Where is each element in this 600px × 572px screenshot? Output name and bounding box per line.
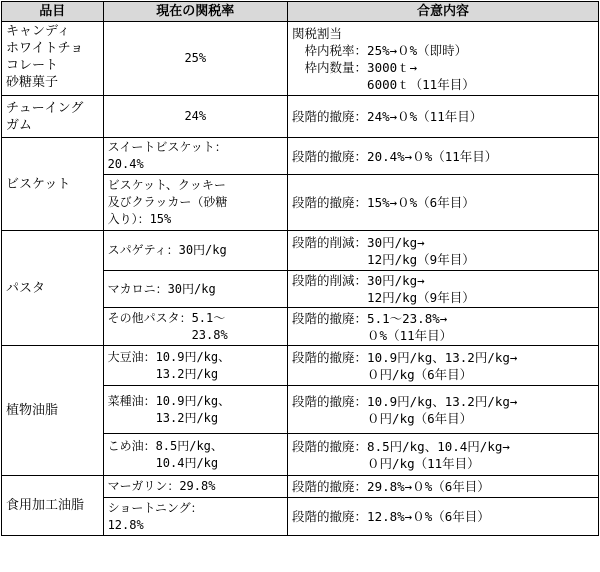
rate-pasta-2: マカロニ：30円/kg <box>103 271 287 308</box>
agreement-processed-fat-2: 段階的撤廃：12.8%→０%（6年目） <box>288 498 599 536</box>
agreement-processed-fat-1: 段階的撤廃：29.8%→０%（6年目） <box>288 476 599 498</box>
agreement-vegoil-1: 段階的撤廃：10.9円/kg、13.2円/kg→ ０円/kg（6年目） <box>288 346 599 386</box>
rate-processed-fat-2: ショートニング： 12.8% <box>103 498 287 536</box>
rate-candy: 25% <box>103 22 287 96</box>
agreement-candy: 関税割当 枠内税率：25%→０%（即時） 枠内数量：3000ｔ→ 6000ｔ（11年目） <box>288 22 599 96</box>
rate-vegoil-3: こめ油：8.5円/kg、 10.4円/kg <box>103 434 287 476</box>
item-pasta: パスタ <box>2 231 104 346</box>
tariff-agreement-table <box>1 1 599 536</box>
row-pasta-1 <box>2 231 599 271</box>
item-gum: チューイング ガム <box>2 96 104 138</box>
agreement-pasta-1: 段階的削減：30円/kg→ 12円/kg（9年目） <box>288 231 599 271</box>
rate-biscuit-2: ビスケット、クッキー 及びクラッカー（砂糖 入り）：15% <box>103 175 287 231</box>
agreement-vegoil-2: 段階的撤廃：10.9円/kg、13.2円/kg→ ０円/kg（6年目） <box>288 386 599 434</box>
agreement-biscuit-1: 段階的撤廃：20.4%→０%（11年目） <box>288 138 599 175</box>
rate-biscuit-1: スイートビスケット： 20.4% <box>103 138 287 175</box>
item-processed-fat: 食用加工油脂 <box>2 476 104 536</box>
agreement-pasta-2: 段階的削減：30円/kg→ 12円/kg（9年目） <box>288 271 599 308</box>
rate-pasta-1: スパゲティ：30円/kg <box>103 231 287 271</box>
header-row <box>2 2 599 22</box>
row-processed-fat-1 <box>2 476 599 498</box>
header-agreement: 合意内容 <box>288 2 599 22</box>
item-candy: キャンディ ホワイトチョ コレート 砂糖菓子 <box>2 22 104 96</box>
row-biscuit-1 <box>2 138 599 175</box>
header-item: 品目 <box>2 2 104 22</box>
agreement-pasta-3: 段階的撤廃：5.1～23.8%→ ０%（11年目） <box>288 308 599 346</box>
item-vegoil: 植物油脂 <box>2 346 104 476</box>
rate-pasta-3: その他パスタ：5.1～ 23.8% <box>103 308 287 346</box>
row-vegoil-1 <box>2 346 599 386</box>
agreement-gum: 段階的撤廃：24%→０%（11年目） <box>288 96 599 138</box>
rate-vegoil-1: 大豆油：10.9円/kg、 13.2円/kg <box>103 346 287 386</box>
rate-gum: 24% <box>103 96 287 138</box>
agreement-vegoil-3: 段階的撤廃：8.5円/kg、10.4円/kg→ ０円/kg（11年目） <box>288 434 599 476</box>
rate-processed-fat-1: マーガリン：29.8% <box>103 476 287 498</box>
row-gum <box>2 96 599 138</box>
header-current-rate: 現在の関税率 <box>103 2 287 22</box>
agreement-biscuit-2: 段階的撤廃：15%→０%（6年目） <box>288 175 599 231</box>
item-biscuit: ビスケット <box>2 138 104 231</box>
row-candy <box>2 22 599 96</box>
rate-vegoil-2: 菜種油：10.9円/kg、 13.2円/kg <box>103 386 287 434</box>
